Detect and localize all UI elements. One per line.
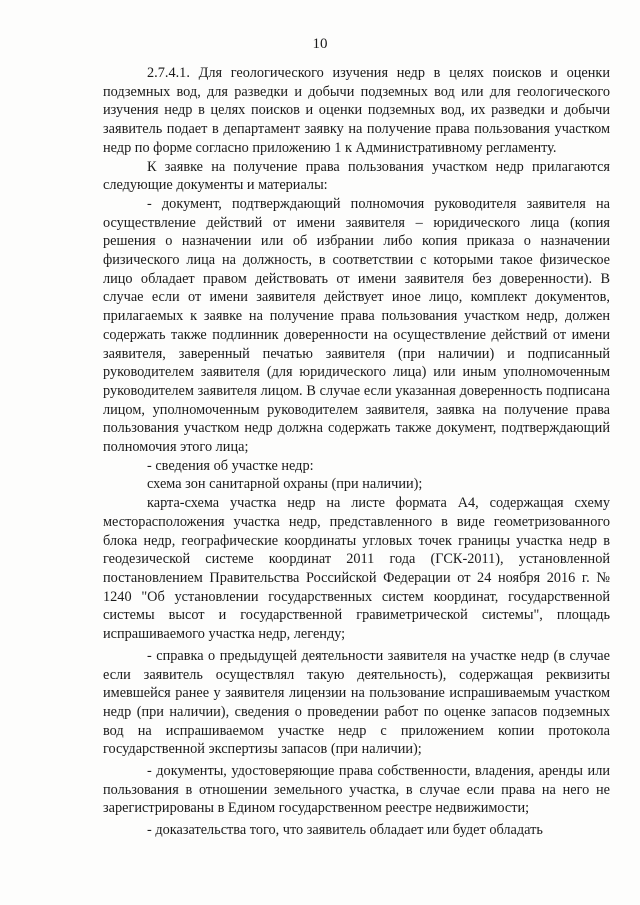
paragraph-subsoil-info: - сведения об участке недр: [147, 457, 314, 474]
paragraph-evidence: - доказательства того, что заявитель обладает или будет обладать [147, 822, 543, 839]
paragraph-sanitary-zone: схема зон санитарной охраны (при наличии); [147, 476, 423, 493]
page-number: 10 [312, 36, 328, 52]
paragraph-attachments-intro: К заявке на получение права пользования участком недр прилагаются следующие документы и материалы: [103, 158, 610, 194]
paragraph-land-rights: - документы, удостоверяющие права собственности, владения, аренды или пользования в отношении земельного участка, в случае если права на него не зарегистрированы в Едином государственном реестре недвижимости; [103, 763, 610, 817]
paragraph-2-7-4-1: 2.7.4.1. Для геологического изучения недр в целях поисков и оценки подземных вод, для разведки и добычи подземных вод или для геологического изучения недр в целях поисков и оценки подземных вод, их разведки и добычи заявитель подает в департамент заявку на получение права пользования участком недр по форме согласно приложению 1 к Административному регламенту. [103, 65, 610, 156]
paragraph-previous-activity: - справка о предыдущей деятельности заявителя на участке недр (в случае если заявитель осуществлял такую деятельность), содержащая реквизиты имевшейся ранее у заявителя лицензии на пользование испрашиваемым участком недр (при наличии), сведения о проведении работ по оценке запасов подземных вод на испрашиваемом участке недр с приложением копии протокола государственной экспертизы запасов (при наличии); [103, 647, 610, 758]
paragraph-authority-document: - документ, подтверждающий полномочия руководителя заявителя на осуществление действий от имени заявителя – юридического лица (копия решения о назначении или об избрании либо копия приказа о назначении физического лица на должность, в соответствии с которыми такое физическое лицо обладает правом действовать от имени заявителя без доверенности). В случае если от имени заявителя действует иное лицо, комплект документов, прилагаемых к заявке на получение права пользования участком недр, должен содержать также подлинник доверенности на осуществление действий от имени заявителя, заверенный печатью заявителя (при наличии) и подписанный руководителем заявителя (для юридического лица) или иным уполномоченным руководителем заявителя лицом. В случае если указанная доверенность подписана лицом, уполномоченным руководителем заявителя, заявка на получение права пользования участком недр должна содержать также документ, подтверждающий полномочия этого лица; [103, 195, 610, 456]
paragraph-map-scheme: карта-схема участка недр на листе формата А4, содержащая схему месторасположения участка недр, представленного в виде геометризованного блока недр, географические координаты угловых точек границы участка недр в геодезической системе координат 2011 года (ГСК-2011), установленной постановлением Правительства Российской Федерации от 24 ноября 2016 г. № 1240 "Об установлении государственных систем координат, государственной системы высот и государственной гравиметрической системы", площадь испрашиваемого участка недр, легенду; [103, 495, 610, 643]
document-body [103, 64, 610, 840]
